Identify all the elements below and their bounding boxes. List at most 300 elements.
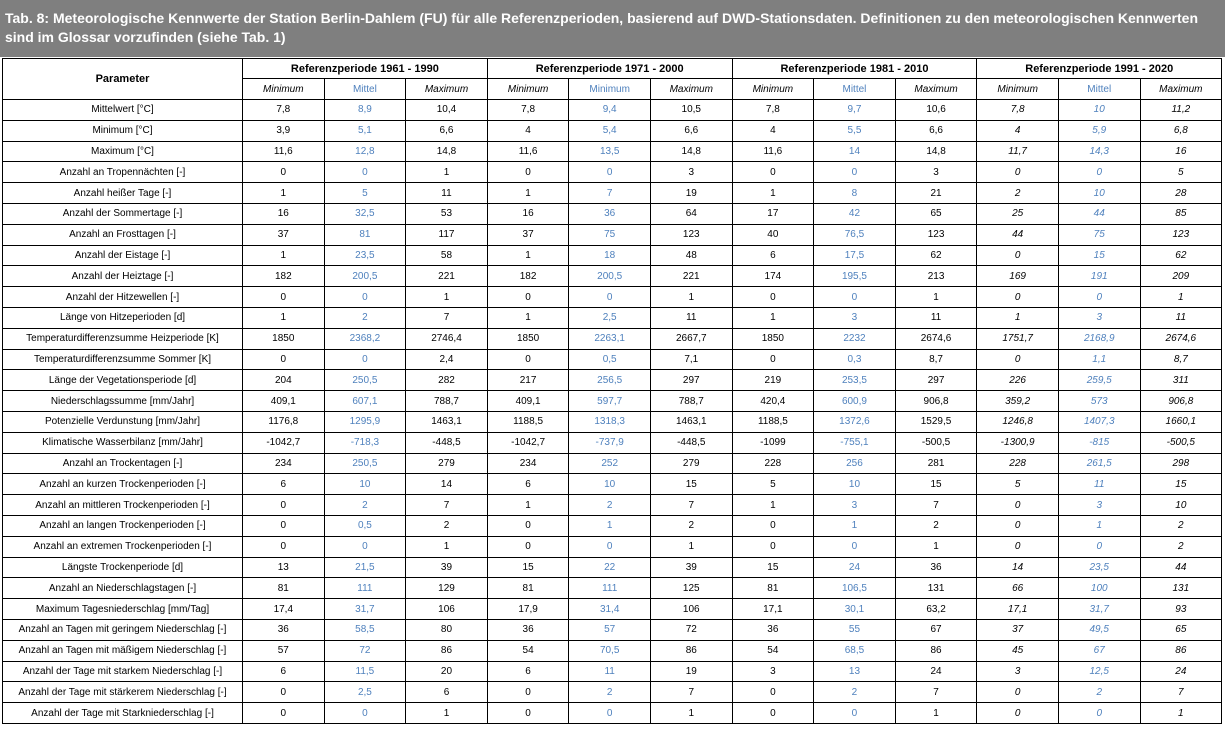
value-cell: 15 (895, 474, 977, 495)
stat-header: Maximum (650, 79, 732, 100)
value-cell: 204 (243, 370, 325, 391)
value-cell: 1 (243, 307, 325, 328)
value-cell: 81 (732, 578, 814, 599)
value-cell: 11,5 (324, 661, 406, 682)
value-cell: 44 (1058, 203, 1140, 224)
value-cell: 57 (569, 619, 651, 640)
value-cell: 36 (895, 557, 977, 578)
parameter-cell: Maximum Tagesniederschlag [mm/Tag] (3, 599, 243, 620)
stat-header: Minimum (977, 79, 1059, 100)
value-cell: 0 (814, 536, 896, 557)
value-cell: 10 (814, 474, 896, 495)
value-cell: 1850 (243, 328, 325, 349)
table-row (3, 474, 1222, 495)
value-cell: -500,5 (895, 432, 977, 453)
value-cell: 2 (569, 682, 651, 703)
value-cell: 1 (569, 515, 651, 536)
period-header: Referenzperiode 1991 - 2020 (977, 59, 1222, 79)
value-cell: 573 (1058, 391, 1140, 412)
value-cell: 0 (569, 287, 651, 308)
parameter-cell: Niederschlagssumme [mm/Jahr] (3, 391, 243, 412)
value-cell: 1 (650, 703, 732, 724)
value-cell: 14,8 (895, 141, 977, 162)
value-cell: 6,6 (650, 120, 732, 141)
table-row (3, 349, 1222, 370)
value-cell: 2368,2 (324, 328, 406, 349)
value-cell: 0 (243, 349, 325, 370)
value-cell: 1176,8 (243, 411, 325, 432)
value-cell: 4 (732, 120, 814, 141)
value-cell: 37 (977, 619, 1059, 640)
value-cell: 253,5 (814, 370, 896, 391)
value-cell: 0 (487, 349, 569, 370)
value-cell: 1 (895, 536, 977, 557)
value-cell: 22 (569, 557, 651, 578)
stat-header: Maximum (406, 79, 488, 100)
value-cell: 0 (487, 536, 569, 557)
parameter-cell: Anzahl an kurzen Trockenperioden [-] (3, 474, 243, 495)
value-cell: 11 (650, 307, 732, 328)
value-cell: 1 (895, 703, 977, 724)
value-cell: 7 (895, 682, 977, 703)
value-cell: 49,5 (1058, 619, 1140, 640)
value-cell: 15 (732, 557, 814, 578)
value-cell: 85 (1140, 203, 1222, 224)
value-cell: 209 (1140, 266, 1222, 287)
value-cell: 906,8 (1140, 391, 1222, 412)
table-body (3, 100, 1222, 724)
value-cell: 2,5 (569, 307, 651, 328)
value-cell: 2 (1140, 536, 1222, 557)
value-cell: 14,8 (650, 141, 732, 162)
value-cell: 282 (406, 370, 488, 391)
table-row (3, 328, 1222, 349)
value-cell: 75 (1058, 224, 1140, 245)
value-cell: 65 (895, 203, 977, 224)
parameter-cell: Länge der Vegetationsperiode [d] (3, 370, 243, 391)
value-cell: 5,5 (814, 120, 896, 141)
parameter-cell: Anzahl an Tagen mit geringem Niederschlag [-] (3, 619, 243, 640)
value-cell: 12,8 (324, 141, 406, 162)
value-cell: 9,7 (814, 100, 896, 121)
value-cell: 3,9 (243, 120, 325, 141)
table-row (3, 224, 1222, 245)
value-cell: 10 (1140, 495, 1222, 516)
value-cell: 0 (487, 682, 569, 703)
value-cell: 279 (406, 453, 488, 474)
value-cell: 2232 (814, 328, 896, 349)
value-cell: 6 (406, 682, 488, 703)
table-row (3, 370, 1222, 391)
value-cell: 2 (1140, 515, 1222, 536)
value-cell: 1 (243, 245, 325, 266)
value-cell: 0 (977, 287, 1059, 308)
value-cell: 106,5 (814, 578, 896, 599)
value-cell: 0 (324, 349, 406, 370)
value-cell: 44 (977, 224, 1059, 245)
table-row (3, 536, 1222, 557)
table-row (3, 120, 1222, 141)
value-cell: 3 (650, 162, 732, 183)
value-cell: 5 (977, 474, 1059, 495)
value-cell: 0 (732, 515, 814, 536)
value-cell: 10,6 (895, 100, 977, 121)
value-cell: 213 (895, 266, 977, 287)
parameter-cell: Potenzielle Verdunstung [mm/Jahr] (3, 411, 243, 432)
value-cell: 23,5 (324, 245, 406, 266)
value-cell: 234 (487, 453, 569, 474)
value-cell: 21 (895, 183, 977, 204)
value-cell: 1463,1 (406, 411, 488, 432)
value-cell: 1246,8 (977, 411, 1059, 432)
value-cell: 123 (895, 224, 977, 245)
value-cell: 6 (487, 661, 569, 682)
value-cell: 7,1 (650, 349, 732, 370)
value-cell: 359,2 (977, 391, 1059, 412)
table-row (3, 599, 1222, 620)
value-cell: 15 (650, 474, 732, 495)
value-cell: 76,5 (814, 224, 896, 245)
value-cell: 1850 (487, 328, 569, 349)
value-cell: 6,6 (895, 120, 977, 141)
value-cell: -815 (1058, 432, 1140, 453)
parameter-cell: Temperaturdifferenzsumme Sommer [K] (3, 349, 243, 370)
value-cell: 0 (243, 495, 325, 516)
value-cell: 21,5 (324, 557, 406, 578)
value-cell: 420,4 (732, 391, 814, 412)
value-cell: 86 (1140, 640, 1222, 661)
table-row (3, 453, 1222, 474)
value-cell: 2667,7 (650, 328, 732, 349)
parameter-cell: Maximum [°C] (3, 141, 243, 162)
value-cell: 182 (487, 266, 569, 287)
value-cell: 0 (1058, 287, 1140, 308)
value-cell: 409,1 (487, 391, 569, 412)
value-cell: 12,5 (1058, 661, 1140, 682)
value-cell: 123 (650, 224, 732, 245)
value-cell: 58 (406, 245, 488, 266)
value-cell: 11 (1058, 474, 1140, 495)
parameter-cell: Anzahl der Tage mit starkem Niederschlag [-] (3, 661, 243, 682)
value-cell: 111 (324, 578, 406, 599)
value-cell: 0 (243, 703, 325, 724)
value-cell: 37 (487, 224, 569, 245)
table-row (3, 495, 1222, 516)
table-row (3, 682, 1222, 703)
value-cell: 14 (814, 141, 896, 162)
value-cell: 44 (1140, 557, 1222, 578)
value-cell: 10,4 (406, 100, 488, 121)
value-cell: 58,5 (324, 619, 406, 640)
stat-header: Minimum (732, 79, 814, 100)
value-cell: 2 (324, 307, 406, 328)
value-cell: 19 (650, 661, 732, 682)
value-cell: 1 (650, 287, 732, 308)
value-cell: 62 (895, 245, 977, 266)
value-cell: 8 (814, 183, 896, 204)
value-cell: -500,5 (1140, 432, 1222, 453)
value-cell: 30,1 (814, 599, 896, 620)
value-cell: -755,1 (814, 432, 896, 453)
parameter-cell: Anzahl an langen Trockenperioden [-] (3, 515, 243, 536)
stat-header: Minimum (487, 79, 569, 100)
value-cell: 1295,9 (324, 411, 406, 432)
value-cell: 125 (650, 578, 732, 599)
value-cell: 1 (487, 495, 569, 516)
value-cell: 2674,6 (1140, 328, 1222, 349)
table-row (3, 266, 1222, 287)
value-cell: 70,5 (569, 640, 651, 661)
value-cell: 17,1 (977, 599, 1059, 620)
value-cell: 607,1 (324, 391, 406, 412)
value-cell: 5 (1140, 162, 1222, 183)
parameter-cell: Anzahl an Frosttagen [-] (3, 224, 243, 245)
value-cell: 16 (1140, 141, 1222, 162)
value-cell: 81 (243, 578, 325, 599)
value-cell: 17,4 (243, 599, 325, 620)
value-cell: 5,9 (1058, 120, 1140, 141)
parameter-cell: Anzahl an Niederschlagstagen [-] (3, 578, 243, 599)
value-cell: 131 (1140, 578, 1222, 599)
value-cell: 13 (814, 661, 896, 682)
value-cell: 195,5 (814, 266, 896, 287)
value-cell: 45 (977, 640, 1059, 661)
value-cell: 1188,5 (732, 411, 814, 432)
value-cell: 81 (487, 578, 569, 599)
value-cell: 1 (732, 307, 814, 328)
value-cell: 221 (406, 266, 488, 287)
value-cell: 297 (895, 370, 977, 391)
value-cell: 7 (650, 682, 732, 703)
value-cell: 11,6 (487, 141, 569, 162)
value-cell: 17 (732, 203, 814, 224)
table-row (3, 307, 1222, 328)
table-row (3, 100, 1222, 121)
value-cell: 1 (487, 245, 569, 266)
stat-header: Maximum (1140, 79, 1222, 100)
value-cell: 39 (406, 557, 488, 578)
value-cell: 234 (243, 453, 325, 474)
value-cell: 80 (406, 619, 488, 640)
value-cell: 5,4 (569, 120, 651, 141)
value-cell: 86 (895, 640, 977, 661)
value-cell: 2 (814, 682, 896, 703)
value-cell: 36 (569, 203, 651, 224)
value-cell: 2746,4 (406, 328, 488, 349)
value-cell: 55 (814, 619, 896, 640)
value-cell: 31,7 (324, 599, 406, 620)
value-cell: 0 (324, 703, 406, 724)
value-cell: 409,1 (243, 391, 325, 412)
value-cell: 24 (814, 557, 896, 578)
table-row (3, 432, 1222, 453)
value-cell: 7,8 (977, 100, 1059, 121)
value-cell: 0 (1058, 162, 1140, 183)
value-cell: 17,5 (814, 245, 896, 266)
value-cell: 63,2 (895, 599, 977, 620)
value-cell: 36 (487, 619, 569, 640)
value-cell: 62 (1140, 245, 1222, 266)
parameter-cell: Anzahl an mittleren Trockenperioden [-] (3, 495, 243, 516)
table-row (3, 619, 1222, 640)
value-cell: 261,5 (1058, 453, 1140, 474)
value-cell: 1372,6 (814, 411, 896, 432)
value-cell: 11,6 (732, 141, 814, 162)
stat-header: Mittel (324, 79, 406, 100)
value-cell: 1,1 (1058, 349, 1140, 370)
parameter-cell: Anzahl heißer Tage [-] (3, 183, 243, 204)
value-cell: 72 (650, 619, 732, 640)
value-cell: 217 (487, 370, 569, 391)
value-cell: 169 (977, 266, 1059, 287)
value-cell: 14,3 (1058, 141, 1140, 162)
parameter-cell: Länge von Hitzeperioden [d] (3, 307, 243, 328)
value-cell: 24 (895, 661, 977, 682)
value-cell: 7 (569, 183, 651, 204)
value-cell: 131 (895, 578, 977, 599)
value-cell: 36 (732, 619, 814, 640)
value-cell: 6 (243, 474, 325, 495)
value-cell: 93 (1140, 599, 1222, 620)
value-cell: 256,5 (569, 370, 651, 391)
value-cell: 19 (650, 183, 732, 204)
value-cell: -1300,9 (977, 432, 1059, 453)
value-cell: 1 (487, 307, 569, 328)
value-cell: 6,6 (406, 120, 488, 141)
value-cell: 1 (1140, 703, 1222, 724)
value-cell: 2 (569, 495, 651, 516)
value-cell: 11,2 (1140, 100, 1222, 121)
value-cell: 7,8 (487, 100, 569, 121)
value-cell: 7 (1140, 682, 1222, 703)
table-row (3, 411, 1222, 432)
parameter-cell: Anzahl an Trockentagen [-] (3, 453, 243, 474)
parameter-cell: Mittelwert [°C] (3, 100, 243, 121)
value-cell: 221 (650, 266, 732, 287)
value-cell: 0 (732, 349, 814, 370)
value-cell: -718,3 (324, 432, 406, 453)
value-cell: 5,1 (324, 120, 406, 141)
value-cell: 0 (243, 287, 325, 308)
value-cell: 20 (406, 661, 488, 682)
value-cell: 252 (569, 453, 651, 474)
value-cell: 4 (487, 120, 569, 141)
data-table-container (2, 58, 1222, 724)
value-cell: 219 (732, 370, 814, 391)
value-cell: 7 (406, 307, 488, 328)
value-cell: 0,5 (324, 515, 406, 536)
value-cell: 25 (977, 203, 1059, 224)
value-cell: 8,9 (324, 100, 406, 121)
value-cell: 0 (732, 703, 814, 724)
stat-header: Minimum (243, 79, 325, 100)
value-cell: 0 (732, 536, 814, 557)
value-cell: 0 (977, 245, 1059, 266)
value-cell: 40 (732, 224, 814, 245)
value-cell: 7,8 (243, 100, 325, 121)
value-cell: 17,1 (732, 599, 814, 620)
value-cell: 11,6 (243, 141, 325, 162)
value-cell: 0 (814, 287, 896, 308)
value-cell: 788,7 (406, 391, 488, 412)
value-cell: 53 (406, 203, 488, 224)
value-cell: 7 (650, 495, 732, 516)
value-cell: 75 (569, 224, 651, 245)
value-cell: 0 (243, 682, 325, 703)
value-cell: 1407,3 (1058, 411, 1140, 432)
value-cell: 2168,9 (1058, 328, 1140, 349)
table-row (3, 515, 1222, 536)
parameter-header: Parameter (3, 59, 243, 100)
value-cell: 597,7 (569, 391, 651, 412)
value-cell: 129 (406, 578, 488, 599)
value-cell: 1 (1140, 287, 1222, 308)
value-cell: 3 (895, 162, 977, 183)
value-cell: 0 (977, 682, 1059, 703)
value-cell: 13 (243, 557, 325, 578)
table-row (3, 162, 1222, 183)
value-cell: 3 (977, 661, 1059, 682)
value-cell: 0 (243, 515, 325, 536)
value-cell: 0 (732, 287, 814, 308)
value-cell: 54 (487, 640, 569, 661)
value-cell: 228 (732, 453, 814, 474)
period-header: Referenzperiode 1971 - 2000 (487, 59, 732, 79)
value-cell: 3 (814, 495, 896, 516)
value-cell: 2,5 (324, 682, 406, 703)
value-cell: 1529,5 (895, 411, 977, 432)
period-header-row (3, 59, 1222, 79)
parameter-cell: Anzahl der Heiztage [-] (3, 266, 243, 287)
value-cell: 0 (814, 703, 896, 724)
value-cell: 0 (977, 515, 1059, 536)
value-cell: 1 (1058, 515, 1140, 536)
table-row (3, 141, 1222, 162)
value-cell: 0 (732, 162, 814, 183)
stat-header: Mittel (1058, 79, 1140, 100)
value-cell: 2 (977, 183, 1059, 204)
meteorological-table (2, 58, 1222, 724)
table-row (3, 661, 1222, 682)
value-cell: 906,8 (895, 391, 977, 412)
value-cell: 0 (243, 162, 325, 183)
value-cell: 0 (569, 703, 651, 724)
value-cell: 182 (243, 266, 325, 287)
value-cell: 297 (650, 370, 732, 391)
value-cell: 8,7 (1140, 349, 1222, 370)
value-cell: 10,5 (650, 100, 732, 121)
value-cell: 0 (977, 495, 1059, 516)
table-row (3, 245, 1222, 266)
value-cell: 0 (1058, 536, 1140, 557)
value-cell: 0 (487, 162, 569, 183)
table-row (3, 640, 1222, 661)
value-cell: 3 (732, 661, 814, 682)
value-cell: 11 (406, 183, 488, 204)
value-cell: 0 (487, 515, 569, 536)
value-cell: 14 (977, 557, 1059, 578)
value-cell: 54 (732, 640, 814, 661)
table-row (3, 703, 1222, 724)
value-cell: 86 (650, 640, 732, 661)
parameter-cell: Anzahl der Tage mit stärkerem Niederschlag [-] (3, 682, 243, 703)
value-cell: 10 (324, 474, 406, 495)
value-cell: 0 (324, 162, 406, 183)
value-cell: 81 (324, 224, 406, 245)
value-cell: 11 (569, 661, 651, 682)
value-cell: 1 (814, 515, 896, 536)
value-cell: 11 (1140, 307, 1222, 328)
